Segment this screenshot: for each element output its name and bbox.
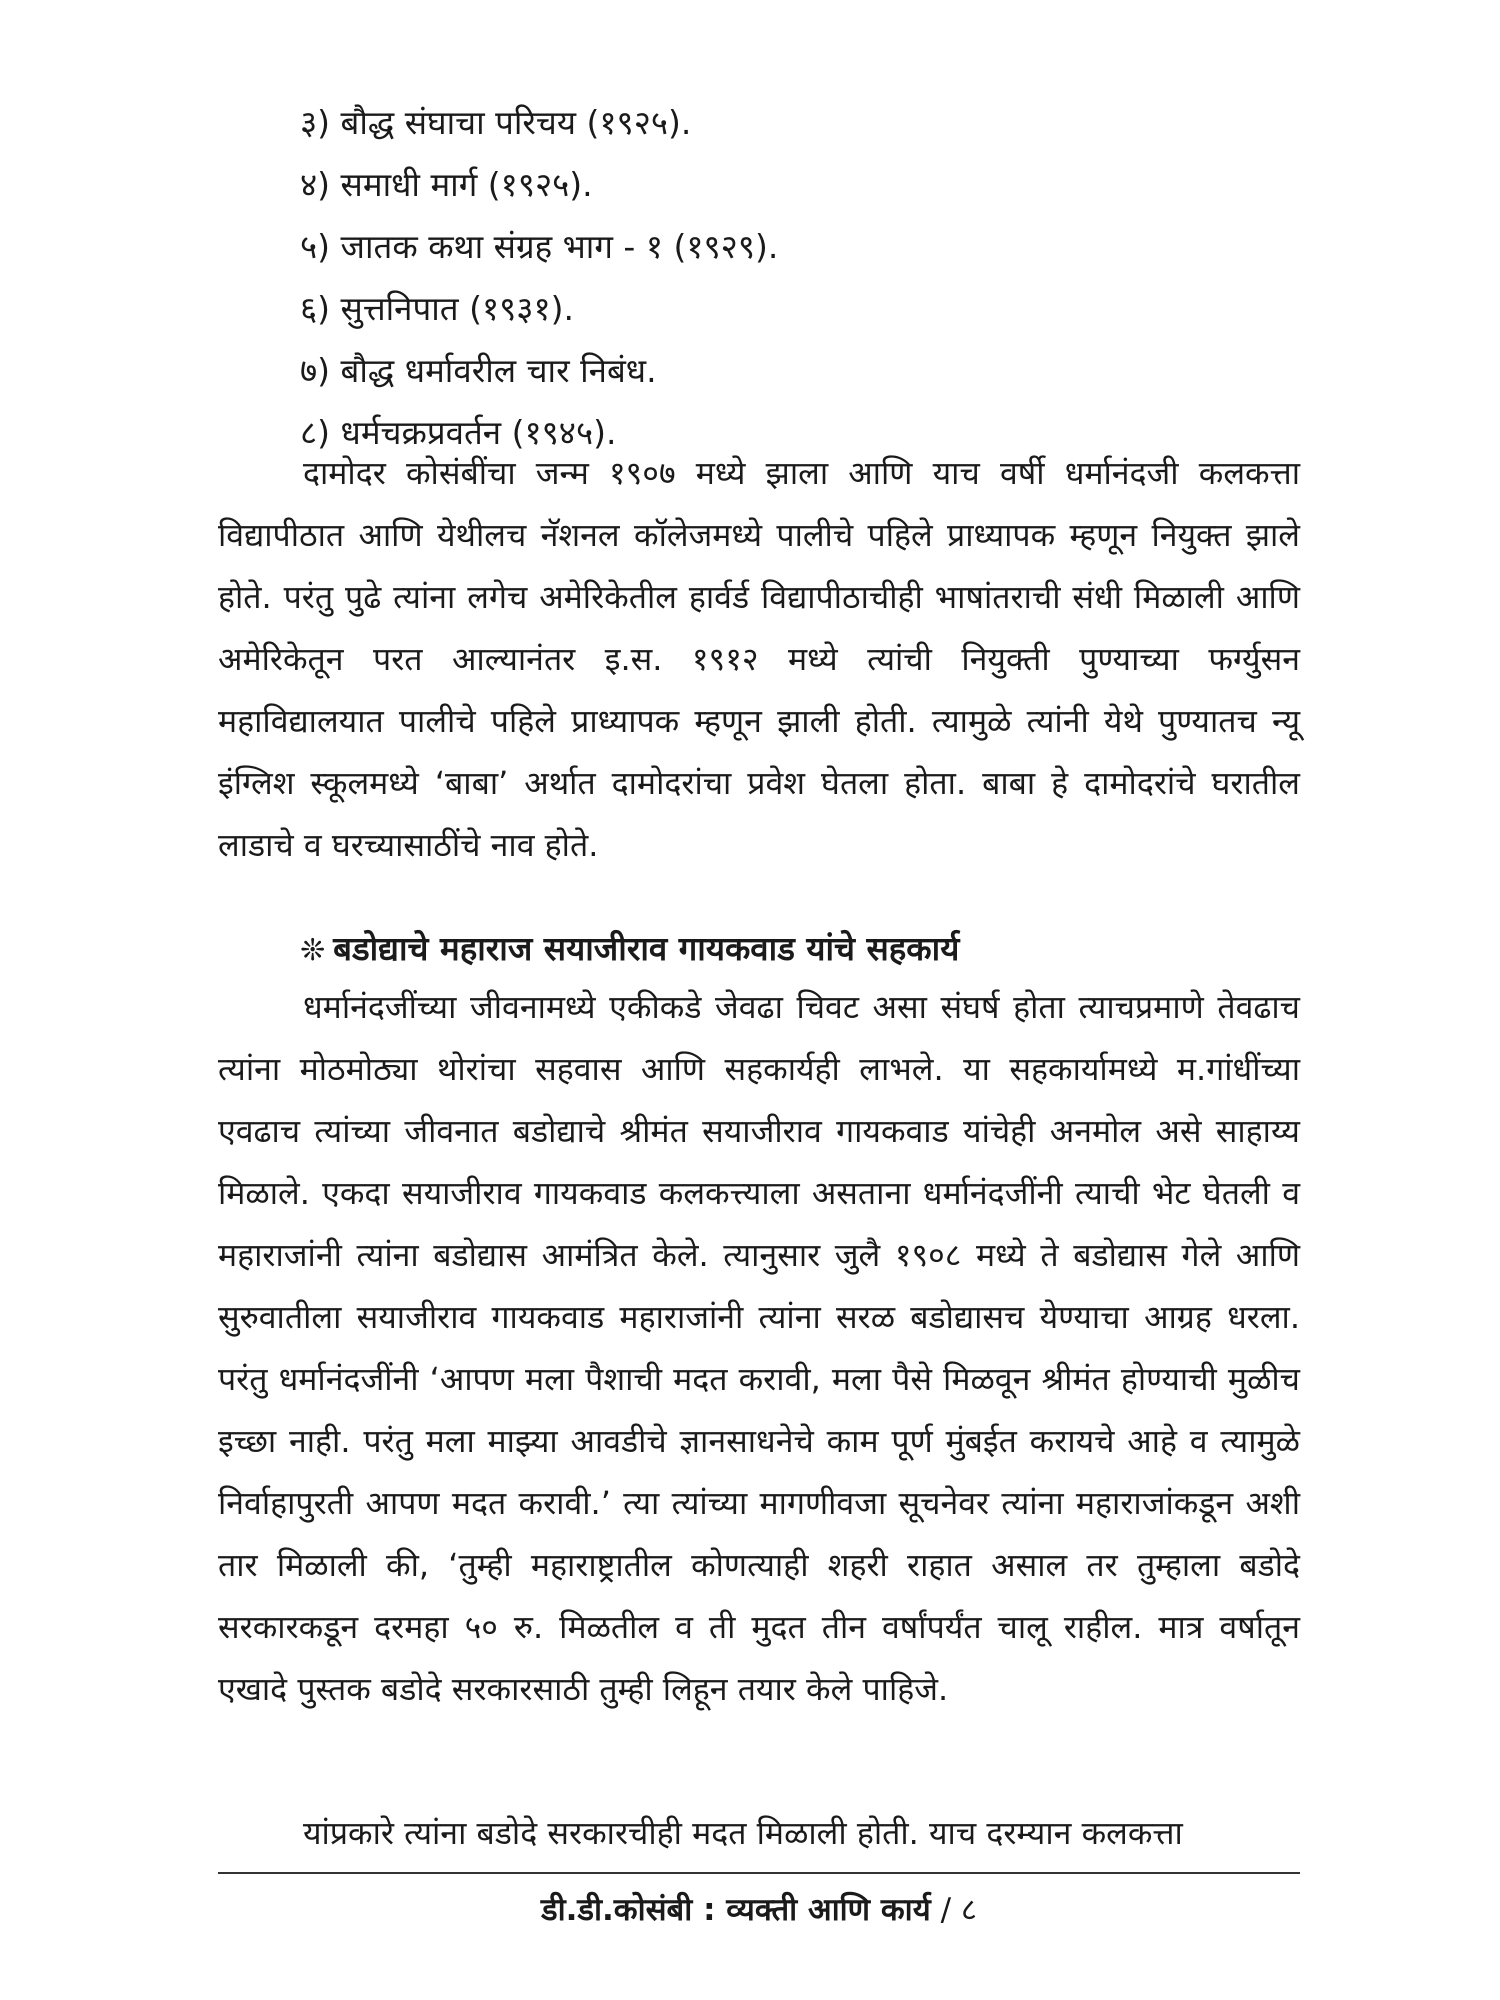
list-item: ७) बौद्ध धर्मावरील चार निबंध. xyxy=(300,351,657,390)
paragraph-kosambi-birth: दामोदर कोसंबींचा जन्म १९०७ मध्ये झाला आणि याच वर्षी धर्मानंदजी कलकत्ता विद्यापीठात आणि येथीलच नॅशनल कॉलेजमध्ये पालीचे पहिले प्राध्यापक म्हणून नियुक्त झाले होते. परंतु पुढे त्यांना लगेच अमेरिकेतील हार्वर्ड विद्यापीठाचीही भाषांतराची संधी मिळाली आणि अमेरिकेतून परत आल्यानंतर इ.स. १९१२ मध्ये त्यांची नियुक्ती पुण्याच्या फर्ग्युसन महाविद्यालयात पालीचे पहिले प्राध्यापक म्हणून झाली होती. त्यामुळे त्यांनी येथे पुण्यातच न्यू इंग्लिश स्कूलमध्ये ‘बाबा’ अर्थात दामोदरांचा प्रवेश घेतला होता. बाबा हे दामोदरांचे घरातील लाडाचे व घरच्यासाठींचे नाव होते. xyxy=(218,454,1300,864)
list-item: ४) समाधी मार्ग (१९२५). xyxy=(300,165,593,204)
paragraph-gaikwad-support: धर्मानंदजींच्या जीवनामध्ये एकीकडे जेवढा चिवट असा संघर्ष होता त्याचप्रमाणे तेवढाच त्यांना मोठमोठ्या थोरांचा सहवास आणि सहकार्यही लाभले. या सहकार्यामध्ये म.गांधींच्या एवढाच त्यांच्या जीवनात बडोद्याचे श्रीमंत सयाजीराव गायकवाड यांचेही अनमोल असे साहाय्य मिळाले. एकदा सयाजीराव गायकवाड कलकत्त्याला असताना धर्मानंदजींनी त्याची भेट घेतली व महाराजांनी त्यांना बडोद्यास आमंत्रित केले. त्यानुसार जुलै १९०८ मध्ये ते बडोद्यास गेले आणि सुरुवातीला सयाजीराव गायकवाड महाराजांनी त्यांना सरळ बडोद्यासच येण्याचा आग्रह धरला. परंतु धर्मानंदजींनी ‘आपण मला पैशाची मदत करावी, मला पैसे मिळवून श्रीमंत होण्याची मुळीच इच्छा नाही. परंतु मला माझ्या आवडीचे ज्ञानसाधनेचे काम पूर्ण मुंबईत करायचे आहे व त्यामुळे निर्वाहापुरती आपण मदत करावी.’ त्या त्यांच्या मागणीवजा सूचनेवर त्यांना महाराजांकडून अशी तार मिळाली की, ‘तुम्ही महाराष्ट्रातील कोणत्याही शहरी राहात असाल तर तुम्हाला बडोदे सरकारकडून दरमहा ५० रु. मिळतील व ती मुदत तीन वर्षांपर्यंत चालू राहील. मात्र वर्षातून एखादे पुस्तक बडोदे सरकारसाठी तुम्ही लिहून तयार केले पाहिजे. xyxy=(218,988,1300,1708)
asterism-icon: ❊ xyxy=(300,933,326,968)
list-item: ५) जातक कथा संग्रह भाग - १ (१९२९). xyxy=(300,227,779,266)
footer-separator: / xyxy=(940,1892,952,1928)
footer-book-title: डी.डी.कोसंबी : व्यक्ती आणि कार्य xyxy=(540,1892,931,1928)
list-item: ८) धर्मचक्रप्रवर्तन (१९४५). xyxy=(300,413,617,452)
section-heading xyxy=(300,918,959,982)
section-heading-text: बडोद्याचे महाराज सयाजीराव गायकवाड यांचे सहकार्य xyxy=(333,929,960,968)
page-number: ८ xyxy=(960,1892,977,1928)
paragraph-baroda-help: यांप्रकारे त्यांना बडोदे सरकारचीही मदत मिळाली होती. याच दरम्यान कलकत्ता xyxy=(303,1814,1183,1852)
list-item: ६) सुत्तनिपात (१९३१). xyxy=(300,289,574,328)
list-item: ३) बौद्ध संघाचा परिचय (१९२५). xyxy=(300,103,692,142)
page-footer xyxy=(218,1882,1300,1938)
book-list xyxy=(300,92,778,464)
footer-divider xyxy=(218,1872,1300,1874)
